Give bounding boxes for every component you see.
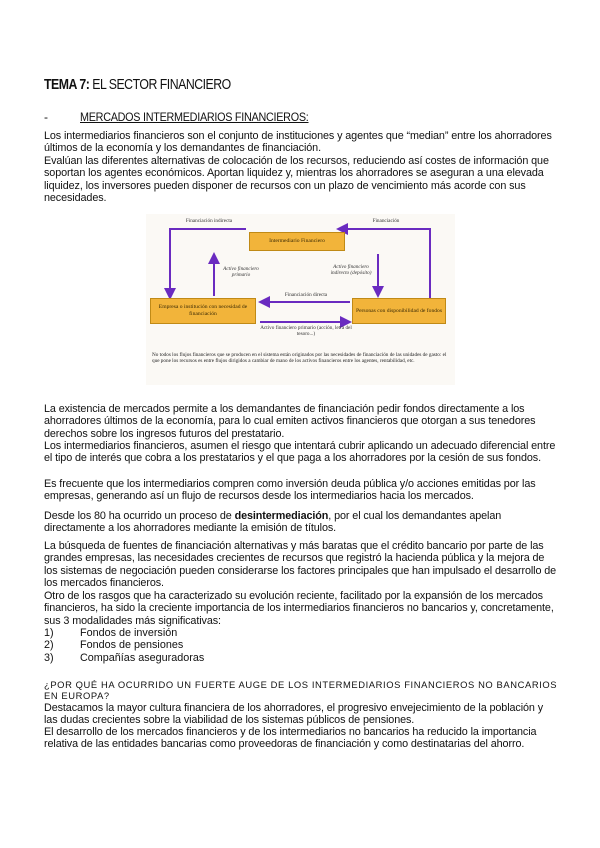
label-direct: Financiación directa	[284, 292, 328, 298]
list-item: 3) Compañías aseguradoras	[44, 651, 205, 664]
intermediary-box: Intermediario Financiero	[249, 232, 345, 251]
borrower-box: Empresa o institución con necesidad de financiación	[150, 298, 256, 324]
label-bottom: Activo financiero primario (acción, letra del tesoro...)	[260, 325, 352, 337]
list-item: 1) Fondos de inversión	[44, 627, 178, 639]
section-dash: -	[44, 110, 48, 124]
paragraph-6	[44, 510, 559, 535]
p6-before: Desde los 80 ha ocurrido un proceso de	[44, 510, 235, 522]
paragraph-8: Otro de los rasgos que ha caracterizado su evolución reciente, facilitado por la expansión de los mercados financieros, ha sido la creciente importancia de los intermediarios financieros no bancarios y, concretamente, sus 3 modalidades más significativas:	[44, 590, 554, 627]
question-heading: ¿POR QUÉ HA OCURRIDO UN FUERTE AUGE DE LOS INTERMEDIARIOS FINANCIEROS NO BANCARIOS EN EUROPA?	[44, 679, 558, 702]
title-number: TEMA 7:	[44, 76, 90, 93]
saver-box: Personas con disponibilidad de fondos	[352, 298, 446, 324]
paragraph-7: La búsqueda de fuentes de financiación alternativas y más baratas que el crédito bancario por parte de las grandes empresas, las necesidades crecientes de recursos que registró la hacienda pública y la mejora de los sistemas de negociación pueden considerarse los factores principales que han impulsado el desarrollo de los mercados financieros.	[44, 540, 557, 590]
financial-flow-diagram	[146, 214, 455, 385]
p6-bold: desintermediación	[234, 510, 329, 522]
page-title	[44, 76, 231, 93]
label-indirect: Financiación indirecta	[185, 218, 233, 224]
label-indirect-asset: Activo financiero indirecto (depósito)	[330, 264, 372, 276]
modalities-list	[44, 627, 204, 664]
section-heading	[44, 110, 334, 124]
list-item: 2) Fondos de pensiones	[44, 639, 184, 652]
label-primary-asset: Activo financiero primario	[223, 266, 259, 278]
paragraph-5: Es frecuente que los intermediarios compren como inversión deuda pública y/o acciones emitidas por las empresas, generando así un flujo de recursos desde los intermediarios hacia los mercados.	[44, 478, 536, 503]
arrow-indirect-left	[170, 229, 246, 298]
paragraph-10: El desarrollo de los mercados financieros y de los intermediarios no bancarios ha reducido la importancia relativa de las entidades bancarias como proveedoras de financiación y como destinatarias del ahorro.	[44, 726, 537, 751]
paragraph-3: La existencia de mercados permite a los demandantes de financiación pedir fondos directamente a los ahorradores últimos de la economía, para lo cual emiten activos financieros que otorgan a sus tenedores derechos sobre los ingresos futuros del prestatario.	[44, 403, 536, 440]
label-financing: Financiación	[372, 218, 400, 224]
title-text: EL SECTOR FINANCIERO	[89, 76, 231, 93]
paragraph-2: Evalúan las diferentes alternativas de colocación de los recursos, reduciendo así costes de información que soportan los agentes económicos. Aportan liquidez y, mientras los ahorradores se aseguran a una elevada liquidez, los inversores pueden disponer de recursos con un plazo de vencimiento más acorde con sus necesidades.	[44, 155, 549, 205]
paragraph-9: Destacamos la mayor cultura financiera de los ahorradores, el progresivo envejecimiento de la población y las dudas crecientes sobre la viabilidad de los sistemas públicos de pensiones.	[44, 702, 544, 727]
paragraph-1: Los intermediarios financieros son el conjunto de instituciones y agentes que “median” entre los ahorradores últimos de la economía y los demandantes de financiación.	[44, 130, 552, 155]
paragraph-4: Los intermediarios financieros, asumen el riesgo que intentará cubrir aplicando un adecuado diferencial entre el tipo de interés que cobra a los prestatarios y el que paga a los ahorradores por la cesión de sus fondos.	[44, 440, 556, 465]
section-title: MERCADOS INTERMEDIARIOS FINANCIEROS:	[80, 110, 309, 124]
p6-after: , por el cual los demandantes apelan directamente a los ahorradores mediante la emisión de títulos.	[44, 510, 502, 535]
diagram-note: No todos los flujos financieros que se producen en el sistema están originados por las necesidades de financiación de las unidades de gasto: el que pone los recursos es entre flujos dirigidos a cambiar de mano de los activos financieros entre los agentes, rentabilidad, etc.	[152, 352, 447, 365]
